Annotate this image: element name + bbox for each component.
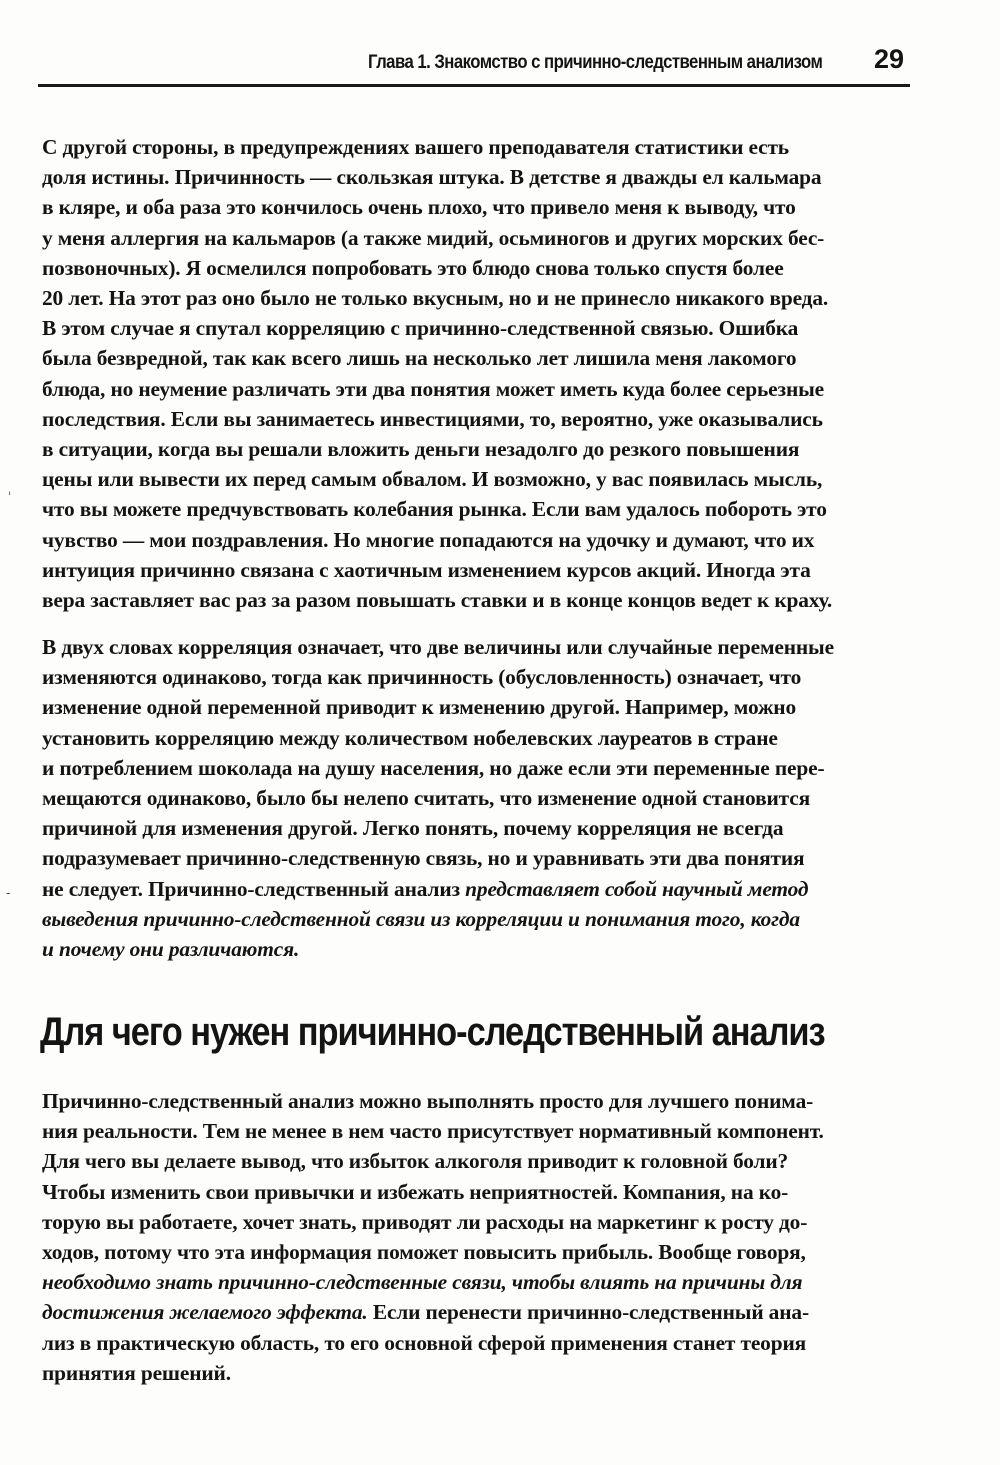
- text-line: изменение одной переменной приводит к изменению другой. Например, можно: [42, 695, 797, 720]
- text-line: и потреблением шоколада на душу населения, но даже если эти переменные пере-: [42, 755, 825, 780]
- text-line: 20 лет. На этот раз оно было не только вкусным, но и не принесло никакого вреда.: [42, 286, 829, 311]
- text-line: торую вы работаете, хочет знать, приводят ли расходы на маркетинг к росту до-: [42, 1209, 808, 1234]
- text-line: ния реальности. Тем не менее в нем часто присутствует нормативный компонент.: [42, 1119, 824, 1144]
- text-line: Для чего вы делаете вывод, что избыток алкоголя приводит к головной боли?: [42, 1149, 789, 1174]
- text-line: ходов, потому что эта информация поможет повысить прибыль. Вообще говоря,: [42, 1240, 806, 1265]
- plain-text: Если перенести причинно-следственный ана-: [367, 1300, 809, 1325]
- text-line: что вы можете предчувствовать колебания рынка. Если вам удалось побороть это: [42, 497, 827, 522]
- emphasis-line: и почему они различаются.: [42, 937, 300, 962]
- text-line: последствия. Если вы занимаетесь инвестициями, то, вероятно, уже оказывались: [42, 406, 823, 431]
- margin-speck: ˈ: [8, 490, 12, 504]
- text-line: причиной для изменения другой. Легко понять, почему корреляция не всегда: [42, 816, 784, 841]
- paragraph-1: [42, 132, 908, 615]
- running-title: Глава 1. Знакомство с причинно-следственным анализом: [367, 52, 822, 73]
- text-line: В этом случае я спутал корреляцию с причинно-следственной связью. Ошибка: [42, 316, 799, 341]
- text-line: вера заставляет вас раз за разом повышать ставки и в конце концов ведет к краху.: [42, 588, 833, 613]
- text-line: С другой стороны, в предупреждениях вашего преподавателя статистики есть: [42, 135, 789, 159]
- text-line: интуиция причинно связана с хаотичным изменением курсов акций. Иногда эта: [42, 557, 811, 582]
- text-line: изменяются одинаково, тогда как причинность (обусловленность) означает, что: [42, 665, 802, 690]
- page-number: 29: [873, 44, 904, 74]
- text-line: цены или вывести их перед самым обвалом. И возможно, у вас появилась мысль,: [42, 467, 823, 492]
- text-line: Причинно-следственный анализ можно выполнять просто для лучшего понима-: [42, 1089, 814, 1113]
- text-line: была безвредной, так как всего лишь на несколько лет лишила меня лакомого: [42, 346, 797, 371]
- text-line: установить корреляцию между количеством нобелевских лауреатов в стране: [42, 725, 778, 750]
- text-line: доля истины. Причинность — скользкая штука. В детстве я дважды ел кальмара: [42, 165, 822, 190]
- emphasis-line: необходимо знать причинно-следственные связи, чтобы влиять на причины для: [42, 1270, 803, 1295]
- section-heading: Для чего нужен причинно-следственный анализ: [40, 1010, 825, 1054]
- paragraph-3: [42, 1086, 908, 1388]
- text-line: чувство — мои поздравления. Но многие попадаются на удочку и думают, что их: [42, 527, 815, 552]
- text-line-mixed: [42, 1297, 908, 1327]
- text-line: Чтобы изменить свои привычки и избежать неприятностей. Компания, на ко-: [42, 1179, 789, 1204]
- text-line: позвоночных). Я осмелился попробовать это блюдо снова только спустя более: [42, 255, 784, 280]
- text-line: блюда, но неумение различать эти два понятия может иметь куда более серьезные: [42, 376, 825, 401]
- text-line: В двух словах корреляция означает, что две величины или случайные переменные: [42, 635, 834, 659]
- running-header: [38, 38, 910, 87]
- margin-dash: -: [6, 886, 11, 900]
- emphasis-text: представляет собой научный метод: [465, 876, 809, 901]
- text-line: подразумевает причинно-следственную связь, но и уравнивать эти два понятия: [42, 846, 805, 871]
- text-line: в ситуации, когда вы решали вложить деньги незадолго до резкого повышения: [42, 437, 800, 462]
- plain-text: не следует. Причинно-следственный анализ: [42, 876, 466, 901]
- text-line: в кляре, и оба раза это кончилось очень плохо, что привело меня к выводу, что: [42, 195, 796, 220]
- text-line-mixed: [42, 874, 908, 904]
- text-line: принятия решений.: [42, 1360, 231, 1385]
- text-line: лиз в практическую область, то его основной сферой применения станет теория: [42, 1330, 807, 1355]
- text-line: мещаются одинаково, было бы нелепо считать, что изменение одной становится: [42, 786, 811, 811]
- emphasis-text: достижения желаемого эффекта.: [42, 1300, 368, 1325]
- emphasis-line: выведения причинно-следственной связи из корреляции и понимания того, когда: [42, 906, 800, 931]
- text-line: у меня аллергия на кальмаров (а также мидий, осьминогов и других морских бес-: [42, 225, 825, 250]
- paragraph-2: [42, 632, 908, 964]
